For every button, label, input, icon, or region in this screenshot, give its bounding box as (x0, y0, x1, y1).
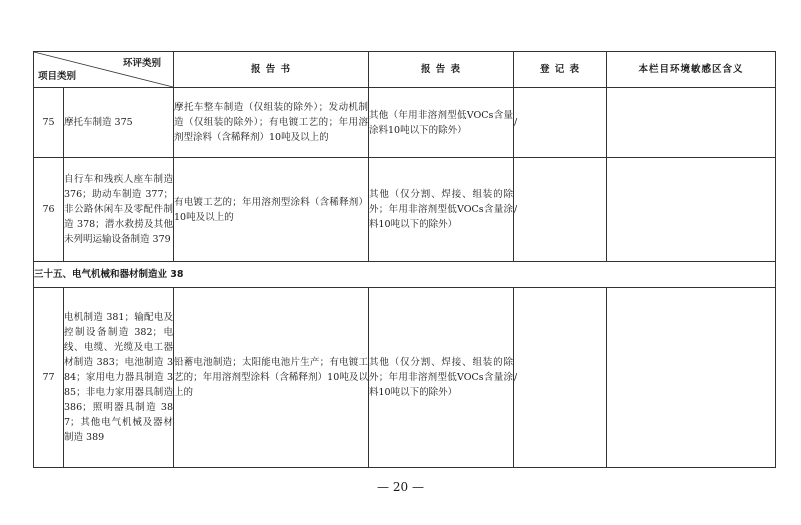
sensitive-area-meaning (607, 288, 776, 468)
header-eia-category: 环评类别 (122, 58, 161, 69)
header-project-category: 项目类别 (38, 71, 77, 82)
header-report-book: 报 告 书 (174, 52, 369, 88)
header-sensitive-area: 本栏目环境敏感区含义 (607, 52, 776, 88)
project-category: 摩托车制造 375 (64, 88, 174, 158)
section-row (34, 262, 776, 288)
table-row (34, 288, 776, 468)
diagonal-header-cell (34, 52, 174, 88)
row-number: 76 (34, 158, 64, 262)
report-form-criteria: 其他（仅分割、焊接、组装的除外；年用非溶剂型低VOCs含量涂料10吨以下的除外） (369, 288, 514, 468)
sensitive-area-meaning (607, 88, 776, 158)
sensitive-area-meaning (607, 158, 776, 262)
row-number: 77 (34, 288, 64, 468)
classification-table (33, 51, 776, 468)
table-row (34, 158, 776, 262)
report-book-criteria: 铅蓄电池制造；太阳能电池片生产；有电镀工艺的；年用溶剂型涂料（含稀释剂）10吨及以上的 (174, 288, 369, 468)
report-book-criteria: 有电镀工艺的；年用溶剂型涂料（含稀释剂）10吨及以上的 (174, 158, 369, 262)
header-report-form: 报 告 表 (369, 52, 514, 88)
header-register-form: 登 记 表 (514, 52, 607, 88)
table-row (34, 88, 776, 158)
project-category: 自行车和残疾人座车制造 376；助动车制造 377；非公路休闲车及零配件制造 378；潜水救捞及其他未列明运输设备制造 379 (64, 158, 174, 262)
register-form-criteria: / (514, 88, 607, 158)
section-title: 三十五、电气机械和器材制造业 38 (34, 262, 776, 288)
report-book-criteria: 摩托车整车制造（仅组装的除外）；发动机制造（仅组装的除外）；有电镀工艺的；年用溶剂型涂料（含稀释剂）10吨及以上的 (174, 88, 369, 158)
table-header-row (34, 52, 776, 88)
register-form-criteria: / (514, 158, 607, 262)
report-form-criteria: 其他（年用非溶剂型低VOCs含量涂料10吨以下的除外） (369, 88, 514, 158)
register-form-criteria: / (514, 288, 607, 468)
report-form-criteria: 其他（仅分割、焊接、组装的除外；年用非溶剂型低VOCs含量涂料10吨以下的除外） (369, 158, 514, 262)
row-number: 75 (34, 88, 64, 158)
project-category: 电机制造 381；输配电及控制设备制造 382；电线、电缆、光缆及电工器材制造 383；电池制造 384；家用电力器具制造 385；非电力家用器具制造 386；照明器具制造 387；其他电气机械及器材制造 389 (64, 288, 174, 468)
page-number: — 20 — (377, 480, 424, 494)
